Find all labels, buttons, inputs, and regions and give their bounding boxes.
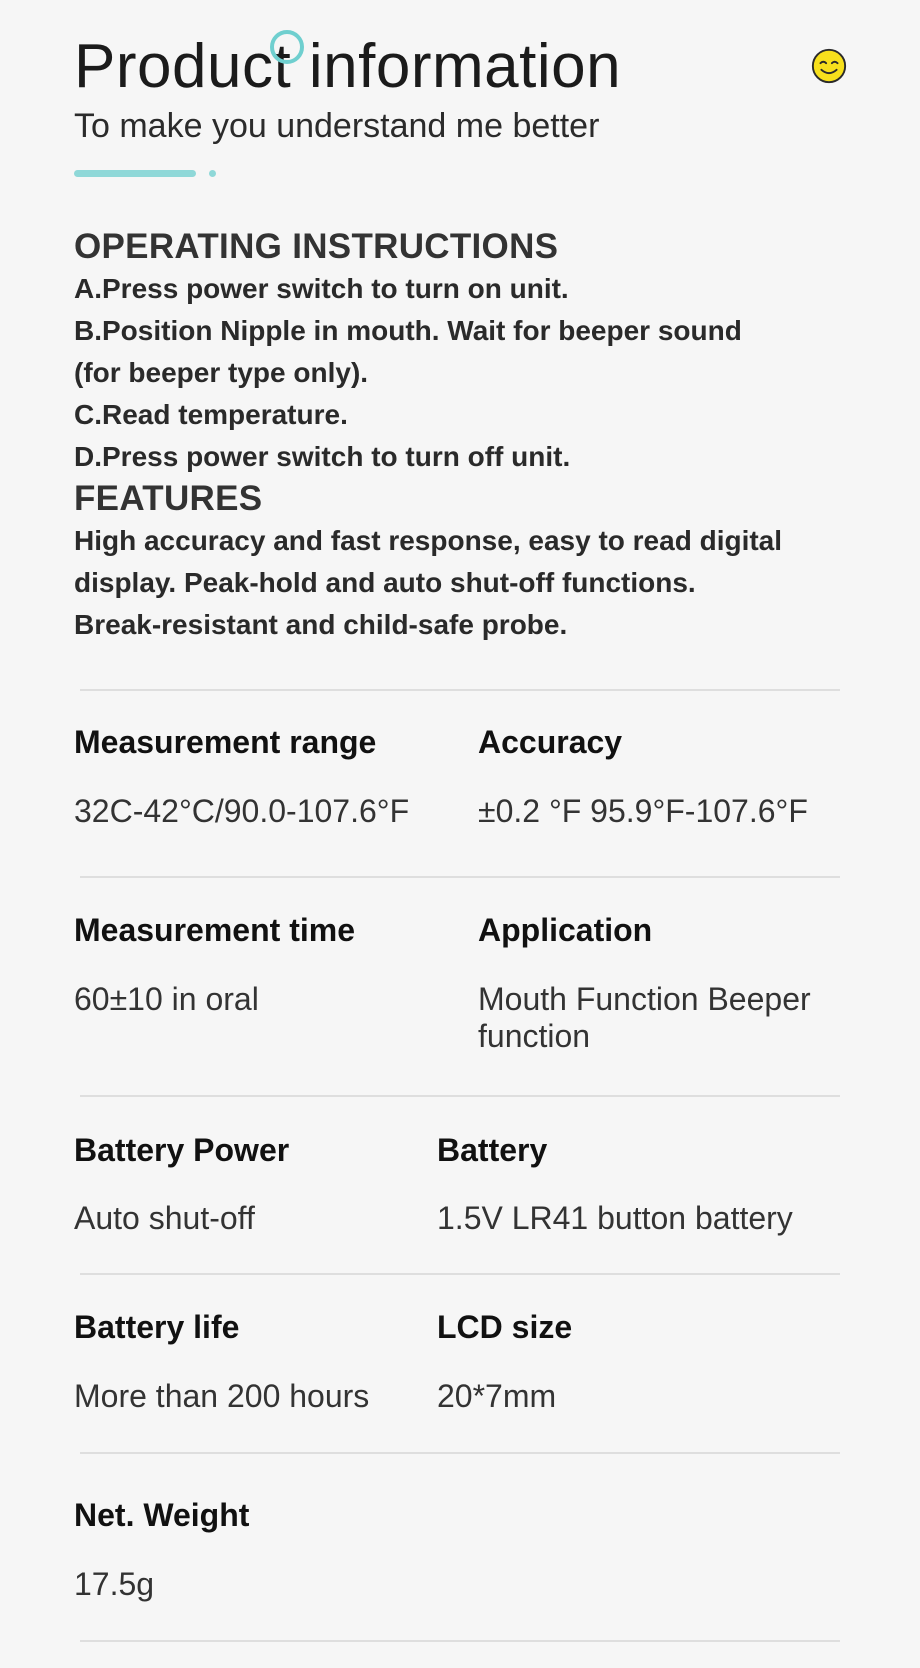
divider xyxy=(80,1640,840,1642)
battery-label: Battery xyxy=(437,1132,548,1168)
operating-title: OPERATING INSTRUCTIONS xyxy=(74,227,559,266)
application-value: Mouth Function Beeper function xyxy=(478,981,811,1054)
battery-life-value: More than 200 hours xyxy=(74,1378,370,1414)
features-line: High accuracy and fast response, easy to read digital xyxy=(74,525,783,556)
measurement-time-value: 60±10 in oral xyxy=(74,981,259,1017)
battery-life-label: Battery life xyxy=(74,1309,240,1345)
features-title: FEATURES xyxy=(74,479,263,518)
battery-power-value: Auto shut-off xyxy=(74,1200,255,1236)
application-label: Application xyxy=(478,912,653,948)
accuracy-label: Accuracy xyxy=(478,724,623,760)
instruction-line: (for beeper type only). xyxy=(74,357,369,388)
accent-bar xyxy=(74,170,196,177)
divider xyxy=(80,689,840,691)
instruction-line: A.Press power switch to turn on unit. xyxy=(74,273,569,304)
battery-power-label: Battery Power xyxy=(74,1132,290,1168)
instructions-block xyxy=(74,226,874,646)
instruction-line: C.Read temperature. xyxy=(74,399,348,430)
accuracy-value: ±0.2 °F 95.9°F-107.6°F xyxy=(478,793,808,829)
features-line: display. Peak-hold and auto shut-off functions. xyxy=(74,567,696,598)
page-title: Product information xyxy=(74,32,622,101)
header xyxy=(74,30,864,190)
measurement-range-label: Measurement range xyxy=(74,724,377,760)
instruction-line: D.Press power switch to turn off unit. xyxy=(74,441,571,472)
divider xyxy=(80,1273,840,1275)
measurement-range-value: 32C-42°C/90.0-107.6°F xyxy=(74,793,410,829)
battery-value: 1.5V LR41 button battery xyxy=(437,1200,793,1236)
divider xyxy=(80,876,840,878)
instruction-line: B.Position Nipple in mouth. Wait for beeper sound xyxy=(74,315,742,346)
page-subtitle: To make you understand me better xyxy=(74,107,600,145)
net-weight-value: 17.5g xyxy=(74,1566,155,1602)
divider xyxy=(80,1095,840,1097)
smiley-face-icon xyxy=(810,47,848,85)
measurement-time-label: Measurement time xyxy=(74,912,355,948)
lcd-size-value: 20*7mm xyxy=(437,1378,557,1414)
divider xyxy=(80,1452,840,1454)
accent-dot xyxy=(209,170,216,177)
net-weight-label: Net. Weight xyxy=(74,1497,250,1533)
ring-decoration xyxy=(270,30,304,64)
features-line: Break-resistant and child-safe probe. xyxy=(74,609,568,640)
lcd-size-label: LCD size xyxy=(437,1309,573,1345)
